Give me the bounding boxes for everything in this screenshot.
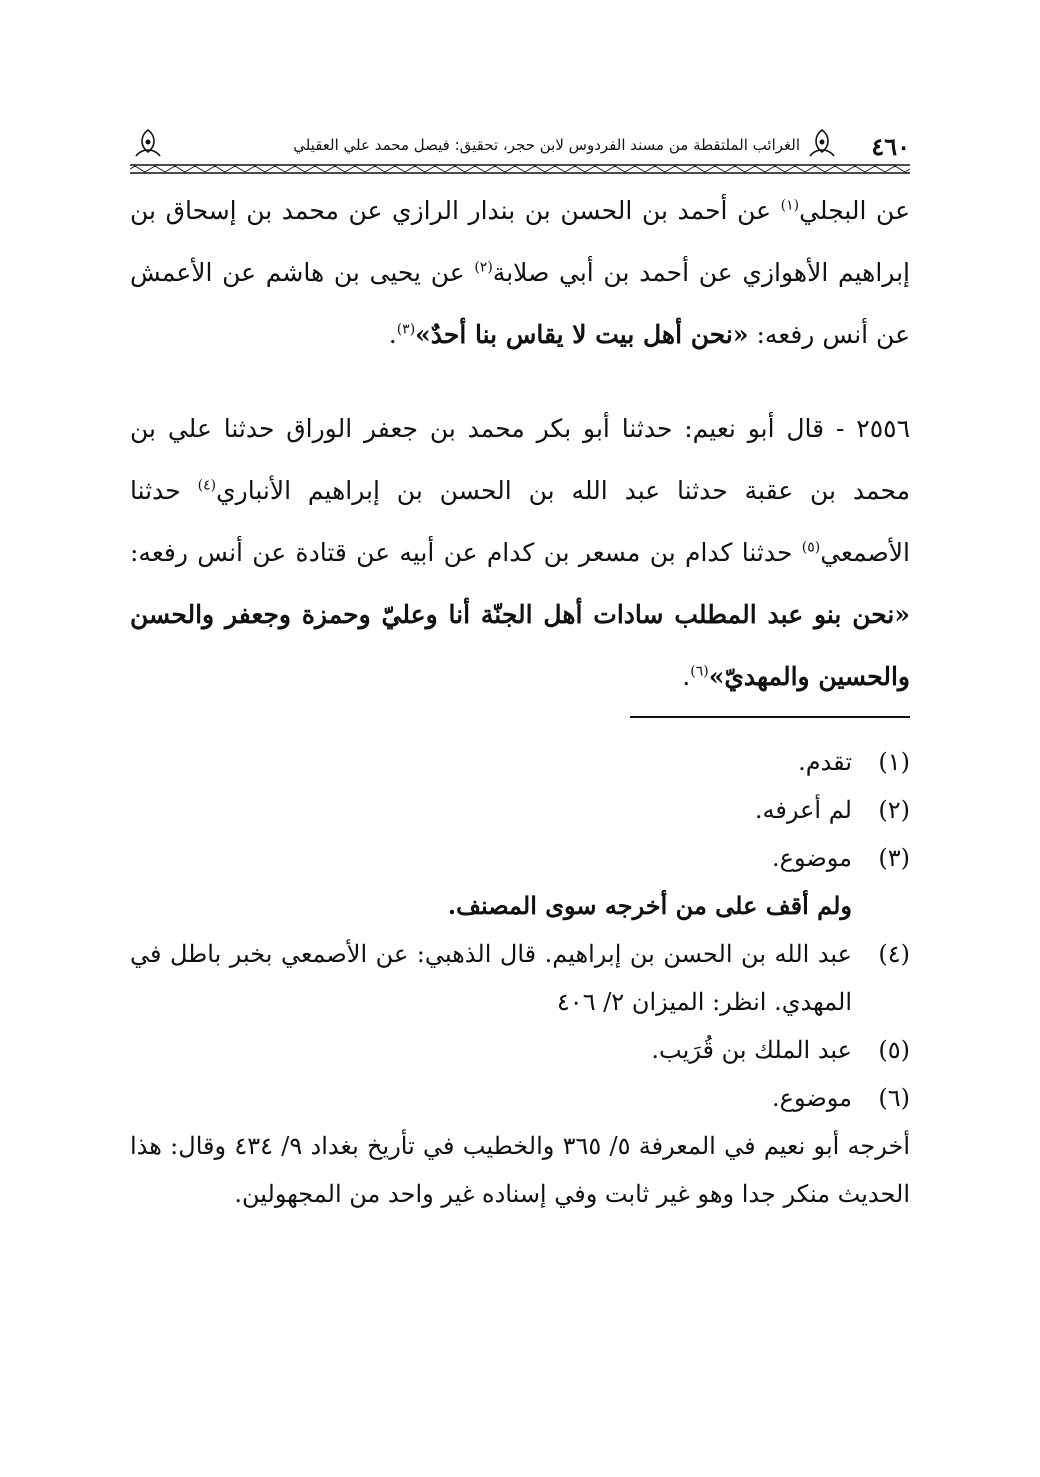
footnote-ref[interactable]: (٣) xyxy=(396,321,416,338)
footnote-separator xyxy=(630,716,910,718)
footnote-item xyxy=(130,930,910,1026)
text: حدثنا الأصمعي xyxy=(130,476,910,567)
footnote-number: (٤) xyxy=(878,940,910,968)
text: . xyxy=(682,662,691,691)
footnote-text: موضوع. xyxy=(772,844,852,872)
footnote-continuation: ولم أقف على من أخرجه سوى المصنف. xyxy=(447,891,852,920)
text: حدثنا كدام بن مسعر بن كدام عن أبيه عن قتادة عن أنس رفعه: xyxy=(130,538,802,567)
header-rule xyxy=(130,164,910,174)
footnote-number: (٦) xyxy=(878,1084,910,1112)
text: ٢٥٥٦ - قال أبو نعيم: حدثنا أبو بكر محمد بن جعفر الوراق حدثنا علي بن محمد بن عقبة حدثنا عبد الله بن الحسن بن إبراهيم الأنباري xyxy=(130,414,911,505)
footnote-ref[interactable]: (٥) xyxy=(801,539,821,556)
text: . xyxy=(388,320,397,349)
text: عن يحيى بن هاشم عن الأعمش عن أنس رفعه: xyxy=(130,258,910,349)
paragraph-1 xyxy=(130,180,910,366)
footnote-text: عبد الله بن الحسن بن إبراهيم. قال الذهبي: عن الأصمعي بخبر باطل في المهدي. انظر: الميزان ٢/ ٤٠٦ xyxy=(130,940,852,1016)
footnote-ref[interactable]: (٦) xyxy=(690,663,709,680)
paragraph-2 xyxy=(130,398,910,708)
footnote-ref[interactable]: (١) xyxy=(780,197,800,214)
hadith-text: «نحن أهل بيت لا يقاس بنا أحدٌ» xyxy=(415,320,749,349)
footnote-number: (١) xyxy=(878,748,910,776)
header-title: الغرائب الملتقطة من مسند الفردوس لابن حجر، تحقيق: فيصل محمد علي العقيلي xyxy=(293,136,800,154)
footnote-item xyxy=(130,738,910,786)
footnote-text: موضوع. xyxy=(772,1084,852,1112)
footnotes xyxy=(130,738,910,1218)
hadith-text: «نحن بنو عبد المطلب سادات أهل الجنّة أنا وعليّ وحمزة وجعفر والحسن والحسين والمهديّ» xyxy=(130,600,910,691)
ornament-icon xyxy=(804,128,840,160)
ornament-icon xyxy=(130,128,166,160)
footnote-item xyxy=(130,786,910,834)
footnote-text: عبد الملك بن قُرَيب. xyxy=(651,1036,852,1064)
footnote-continuation: أخرجه أبو نعيم في المعرفة ٥/ ٣٦٥ والخطيب في تأريخ بغداد ٩/ ٤٣٤ وقال: هذا الحديث منكر جدا وهو غير ثابت وفي إسناده غير واحد من المجهولين. xyxy=(130,1132,911,1208)
text: عن البجلي xyxy=(799,196,910,225)
footnote-item xyxy=(130,1074,910,1122)
text: عن أحمد بن الحسن بن بندار الرازي عن محمد بن إسحاق بن إبراهيم الأهوازي عن أحمد بن أبي صلابة xyxy=(130,196,910,287)
footnote-text: تقدم. xyxy=(798,748,852,776)
page-number: ٤٦٠ xyxy=(871,132,910,161)
running-head xyxy=(130,128,910,164)
footnote-text: لم أعرفه. xyxy=(754,796,852,824)
footnote-number: (٥) xyxy=(878,1036,910,1064)
footnote-number: (٣) xyxy=(878,844,910,872)
footnote-item xyxy=(130,1026,910,1074)
footnote-ref[interactable]: (٢) xyxy=(474,259,493,276)
footnote-ref[interactable]: (٤) xyxy=(197,477,217,494)
footnote-number: (٢) xyxy=(878,796,910,824)
footnote-item xyxy=(130,834,910,882)
